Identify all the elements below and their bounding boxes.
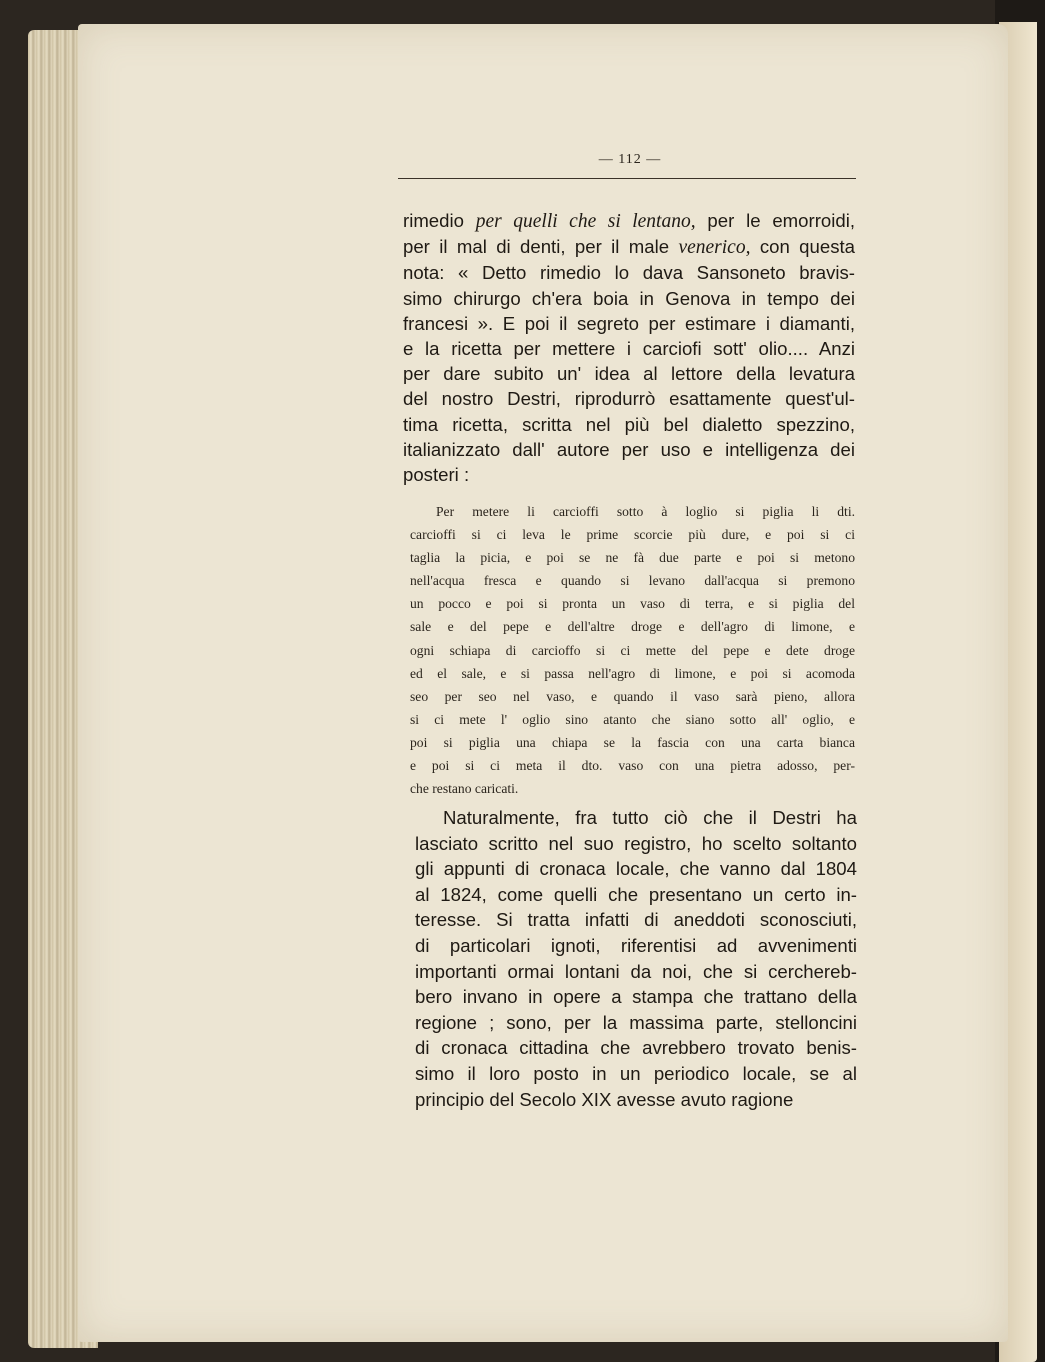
quote-line: che restano caricati. [410,781,519,797]
quote-line: nell'acqua fresca e quando si levano dall'acqua si premono [410,573,855,589]
quote-line: taglia la picia, e poi se ne fà due parte e poi si metono [410,550,855,566]
quote-line: si ci mete l' oglio sino atanto che siano sotto all' oglio, e [410,711,855,727]
text-line: nota: « Detto rimedio lo dava Sansoneto bravis- [403,262,855,284]
text-line: italianizzato dall' autore per uso e intelligenza dei [403,438,855,460]
text-line: principio del Secolo XIX avesse avuto ragione [415,1088,794,1110]
quote-line: sale e del pepe e dell'altre droge e dell'agro di limone, e [410,619,855,635]
header-rule [398,178,856,179]
dialect-recipe-quote [410,500,855,800]
page-number: — 112 — [598,152,662,167]
text-line: teresse. Si tratta infatti di aneddoti sconosciuti, [415,909,857,931]
text-line: per il mal di denti, per il male venerico, con questa [403,236,855,259]
text-line: bero invano in opere a stampa che trattano della [415,986,857,1008]
text-line: simo chirurgo ch'era boia in Genova in tempo dei [403,287,855,309]
quote-line: Per metere li carcioffi sotto à loglio si piglia li dti. [436,504,855,519]
quote-line: carcioffi si ci leva le prime scorcie più dure, e poi si ci [410,527,855,543]
text-line: lasciato scritto nel suo registro, ho scelto soltanto [415,832,857,854]
text-line: Naturalmente, fra tutto ciò che il Destri ha [443,807,857,828]
quote-line: seo per seo nel vaso, e quando il vaso sarà pieno, allora [410,688,855,704]
paragraph-naturalmente [415,805,857,1112]
paragraph-intro [403,208,855,487]
text-line: tima ricetta, scritta nel più bel dialetto spezzino, [403,413,855,435]
text-line: regione ; sono, per la massima parte, stelloncini [415,1011,857,1033]
text-line: per dare subito un' idea al lettore della levatura [403,363,855,385]
text-line: al 1824, come quelli che presentano un certo in- [415,883,857,905]
quote-line: ed el sale, e si passa nell'agro di limone, e poi si acomoda [410,665,855,681]
text-line: di cronaca cittadina che avrebbero trovato benis- [415,1037,857,1059]
text-line: importanti ormai lontani da noi, che si cercherеb- [415,960,857,982]
quote-line: poi si piglia una chiapa se la fascia con una carta bianca [410,734,855,750]
text-line: francesi ». E poi il segreto per estimare i diamanti, [403,312,855,334]
text-line: gli appunti di cronaca locale, che vanno dal 1804 [415,858,857,880]
text-line: simo il loro posto in un periodico locale, se al [415,1062,857,1084]
quote-line: ogni schiapa di carcioffo si ci mette del pepe e dete droge [410,642,855,658]
text-line: di particolari ignoti, riferentisi ad avvenimenti [415,934,857,956]
quote-line: un pocco e poi si pronta un vaso di terra, e si piglia del [410,596,855,612]
text-line: rimedio per quelli che si lentano, per le emorroidi, [403,210,855,232]
text-line: e la ricetta per mettere i carciofi sott' olio.... Anzi [403,338,855,360]
quote-line: e poi si ci meta il dto. vaso con una pietra adosso, per- [410,758,855,774]
text-line: posteri : [403,464,470,486]
text-line: del nostro Destri, riprodurrò esattamente quest'ul- [403,388,855,410]
